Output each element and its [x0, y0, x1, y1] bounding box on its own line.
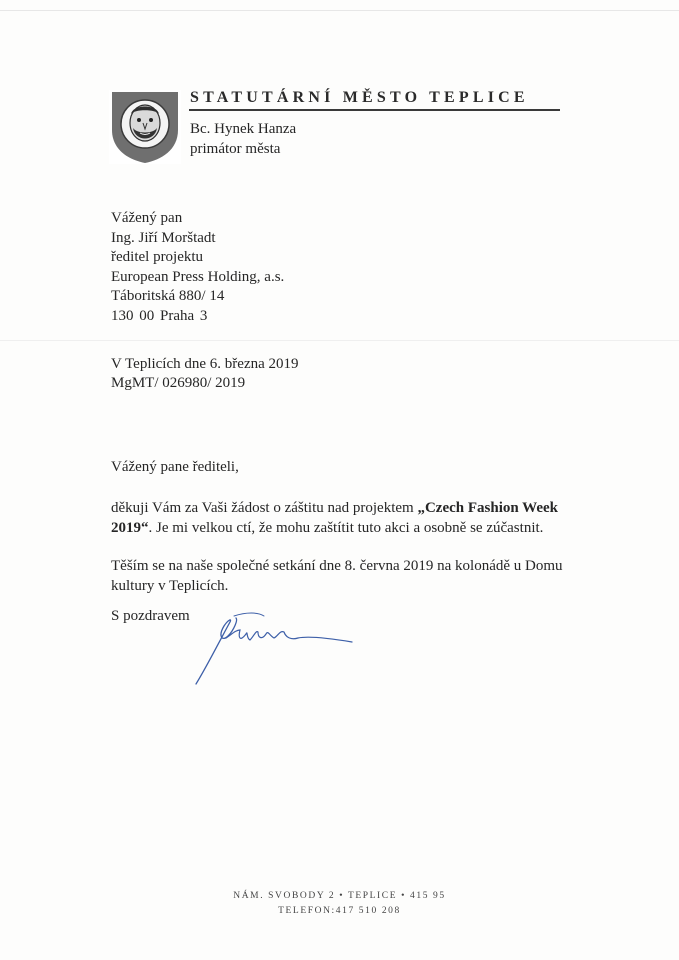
address-line: European Press Holding, a.s. — [111, 268, 285, 285]
sender-name: Bc. Hynek Hanza — [190, 121, 297, 137]
salutation: Vážený pane řediteli, — [111, 459, 239, 475]
address-line: Vážený pan — [111, 210, 183, 226]
handwritten-signature — [188, 608, 358, 688]
recipient-address — [111, 209, 284, 326]
paragraph-text: . Je mi velkou ctí, že mohu zaštítit tuto akci a osobně se zúčastnit. — [148, 520, 544, 536]
city-coat-of-arms-logo — [109, 90, 181, 164]
closing: S pozdravem — [111, 608, 190, 624]
footer-phone: TELEFON:417 510 208 — [278, 906, 401, 916]
footer-address: NÁM. SVOBODY 2 • TEPLICE • 415 95 — [233, 891, 446, 901]
address-line: 130 00 Praha 3 — [111, 307, 208, 324]
scan-fold-line — [0, 340, 679, 341]
address-line: Ing. Jiří Morštadt — [111, 229, 216, 246]
reference-number: MgMT/ 026980/ 2019 — [111, 375, 246, 391]
address-line: ředitel projektu — [111, 249, 204, 265]
date-reference-block — [111, 355, 299, 393]
organization-name: STATUTÁRNÍ MĚSTO TEPLICE — [190, 89, 529, 106]
letterhead-rule — [189, 109, 560, 111]
scan-edge-top — [0, 10, 679, 11]
address-line: Táboritská 880/ 14 — [111, 288, 225, 304]
body-paragraph-2: Těším se na naše společné setkání dne 8. června 2019 na kolonádě u Domu kultury v Teplicích. — [111, 558, 563, 594]
sender-title: primátor města — [190, 141, 281, 157]
project-name: „Czech Fashion Week 2019“ — [111, 500, 559, 536]
paragraph-text: děkuji Vám za Vaši žádost o záštitu nad projektem — [111, 500, 418, 516]
body-paragraph-1 — [111, 498, 591, 538]
place-date: V Teplicích dne 6. března 2019 — [111, 356, 299, 372]
